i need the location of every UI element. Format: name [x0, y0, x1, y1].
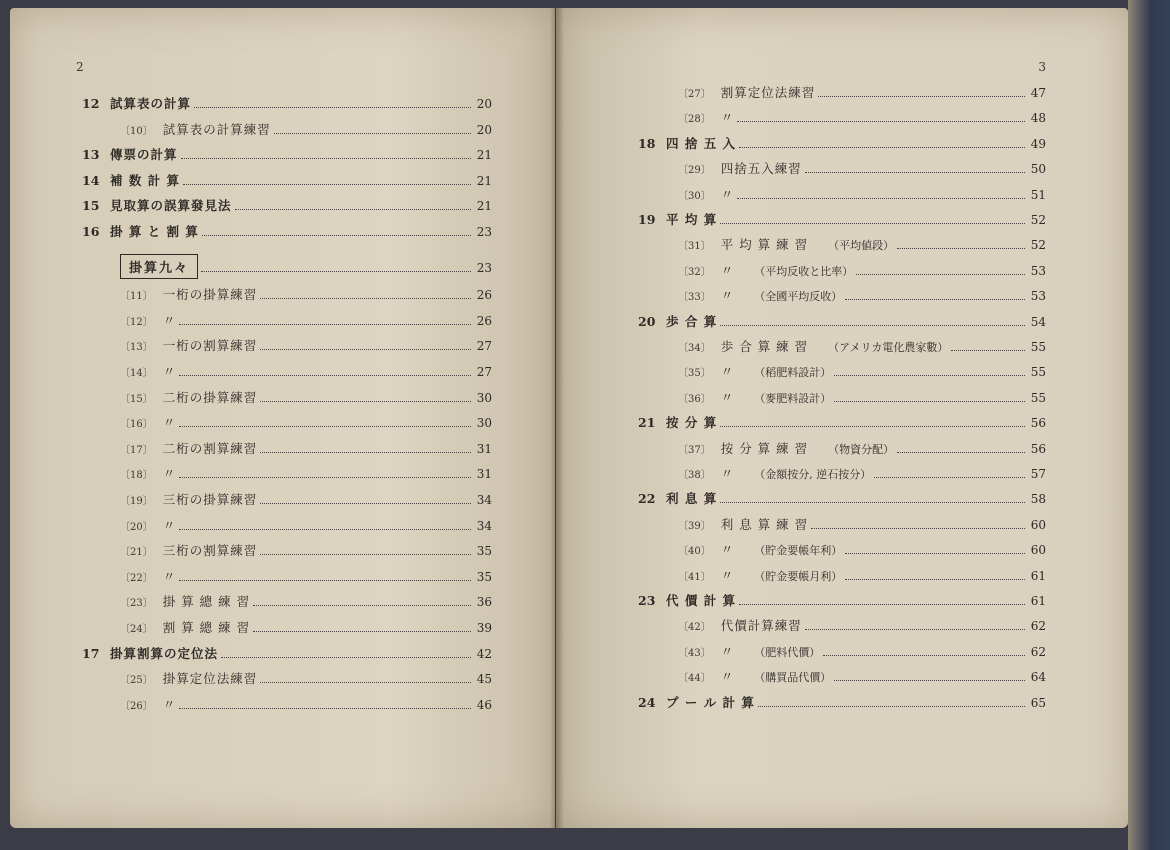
leader-dots: [202, 235, 471, 236]
section-number: 21: [638, 415, 656, 431]
page-ref: 47: [1030, 86, 1046, 100]
leader-dots: [260, 503, 471, 504]
leader-dots: [720, 325, 1025, 326]
page-ref: 57: [1030, 467, 1046, 481]
entry-note: （アメリカ電化農家數）: [828, 341, 949, 354]
page-ref: 48: [1030, 111, 1046, 126]
page-ref: 58: [1030, 492, 1046, 507]
leader-dots: [834, 401, 1025, 402]
leader-dots: [834, 375, 1025, 376]
leader-dots: [720, 426, 1025, 427]
leader-dots: [181, 158, 471, 159]
leader-dots: [179, 477, 471, 478]
toc-entry: [678, 235, 1046, 253]
page-ref: 23: [476, 225, 492, 239]
exercise-code: 〔43〕: [678, 647, 711, 659]
toc-entry: [638, 591, 1046, 609]
page-ref: 39: [476, 621, 492, 635]
toc-entry: [638, 413, 1046, 431]
exercise-code: 〔11〕: [120, 291, 153, 303]
section-number: 20: [638, 313, 656, 329]
entry-title: 二桁の掛算練習: [162, 389, 258, 405]
entry-title: 〃: [720, 643, 735, 659]
page-ref: 54: [1030, 314, 1046, 329]
boxed-heading: 掛算九々: [120, 254, 198, 279]
page-ref: 34: [476, 518, 492, 533]
toc-entry: [638, 312, 1046, 330]
page-ref: 53: [1030, 263, 1046, 278]
right-page: [556, 8, 1128, 828]
exercise-code: 〔32〕: [678, 266, 711, 278]
entry-title: 按 分 算: [666, 415, 718, 431]
leader-dots: [260, 298, 471, 299]
toc-entry: [120, 120, 492, 138]
entry-title: 〃: [720, 669, 735, 685]
exercise-code: 〔22〕: [120, 572, 153, 584]
exercise-code: 〔30〕: [678, 190, 711, 202]
section-number: 13: [82, 147, 100, 163]
toc-entry: [678, 642, 1046, 660]
leader-dots: [179, 529, 471, 530]
leader-dots: [737, 121, 1025, 122]
entry-title: 〃: [162, 415, 177, 431]
toc-entry: [120, 567, 492, 585]
entry-title: 〃: [162, 312, 177, 328]
toc-entry: [82, 171, 492, 189]
toc-entry: [678, 616, 1046, 634]
exercise-code: 〔31〕: [678, 241, 711, 253]
book-edge: [1128, 0, 1170, 850]
leader-dots: [194, 107, 471, 108]
entry-title: 四捨五入練習: [720, 161, 802, 177]
toc-entry: [638, 210, 1046, 228]
leader-dots: [758, 706, 1025, 707]
entry-title: 掛算割算の定位法: [110, 645, 219, 661]
leader-dots: [856, 274, 1025, 275]
page-ref: 26: [476, 313, 492, 328]
leader-dots: [221, 657, 471, 658]
leader-dots: [845, 299, 1025, 300]
toc-entry: [120, 336, 492, 354]
exercise-code: 〔28〕: [678, 114, 711, 126]
page-ref: 35: [476, 544, 492, 559]
exercise-code: 〔21〕: [120, 547, 153, 559]
entry-note: （稻肥料設計）: [754, 366, 832, 380]
entry-title: 〃: [162, 568, 177, 584]
entry-note: （貯金要帳月利）: [754, 569, 843, 583]
entry-note: （物資分配）: [828, 442, 895, 456]
leader-dots: [845, 579, 1025, 580]
exercise-code: 〔42〕: [678, 622, 711, 634]
entry-title: 補 数 計 算: [110, 172, 181, 188]
leader-dots: [253, 605, 471, 606]
toc-entry: [678, 185, 1046, 203]
leader-dots: [823, 655, 1025, 656]
toc-entry: [678, 439, 1046, 457]
exercise-code: 〔36〕: [678, 393, 711, 405]
entry-title: 〃: [720, 262, 735, 278]
toc-entry: [120, 695, 492, 713]
leader-dots: [737, 198, 1025, 199]
entry-title: 〃: [720, 542, 735, 558]
page-ref: 45: [476, 672, 492, 687]
toc-entry: [120, 413, 492, 431]
leader-dots: [260, 554, 471, 555]
toc-entry: [678, 159, 1046, 177]
page-ref: 53: [1030, 289, 1046, 304]
page-ref: 65: [1030, 695, 1046, 710]
entry-title: 歩 合 算 練 習: [720, 339, 809, 354]
entry-title: 〃: [720, 364, 735, 380]
page-ref: 52: [1030, 238, 1046, 253]
page-ref: 31: [476, 441, 492, 456]
page-ref: 26: [476, 288, 492, 303]
exercise-code: 〔38〕: [678, 470, 711, 481]
leader-dots: [179, 324, 471, 325]
toc-entry: [120, 618, 492, 636]
page-ref: 34: [476, 493, 492, 507]
leader-dots: [720, 502, 1025, 503]
toc-entry: [120, 439, 492, 457]
entry-title: 歩 合 算: [666, 313, 718, 329]
entry-title: 代價計算練習: [720, 618, 802, 634]
page-ref: 64: [1030, 670, 1046, 685]
entry-title: 按 分 算 練 習: [720, 440, 809, 456]
entry-title: 代 價 計 算: [666, 593, 737, 608]
toc-entry: [120, 388, 492, 406]
section-number: 18: [638, 135, 656, 151]
leader-dots: [260, 349, 471, 350]
leader-dots: [179, 375, 471, 376]
entry-title: 〃: [162, 517, 177, 533]
entry-title: 割算定位法練習: [720, 85, 816, 100]
exercise-code: 〔29〕: [678, 165, 711, 177]
exercise-code: 〔26〕: [120, 700, 153, 712]
exercise-code: 〔33〕: [678, 292, 711, 304]
page-ref: 27: [476, 365, 492, 379]
section-number: 12: [82, 96, 100, 111]
entry-title: 試算表の計算: [110, 96, 192, 111]
exercise-code: 〔34〕: [678, 343, 711, 354]
toc-entry: [678, 388, 1046, 406]
leader-dots: [739, 604, 1025, 605]
toc-entry: [678, 108, 1046, 126]
entry-title: 〃: [162, 466, 177, 482]
exercise-code: 〔18〕: [120, 470, 153, 482]
toc-entry: [120, 311, 492, 329]
entry-title: 二桁の割算練習: [162, 440, 258, 456]
toc-entry: [678, 540, 1046, 558]
leader-dots: [179, 708, 471, 709]
page-number: 2: [76, 60, 84, 74]
toc-entry: [678, 515, 1046, 533]
entry-title: 一桁の割算練習: [162, 338, 258, 354]
toc-entry: [638, 134, 1046, 152]
exercise-code: 〔27〕: [678, 89, 711, 100]
entry-note: （金額按分, 逆石按分）: [754, 468, 872, 481]
leader-dots: [260, 401, 471, 402]
entry-note: （貯金要帳年利）: [754, 544, 843, 558]
toc-entry: [638, 693, 1046, 711]
toc-entry: [82, 145, 492, 163]
entry-title: 〃: [162, 364, 177, 379]
toc-entry: [678, 362, 1046, 380]
page-number: 3: [1038, 60, 1046, 74]
entry-title: 〃: [720, 186, 735, 202]
exercise-code: 〔19〕: [120, 496, 153, 507]
entry-title: 利 息 算 練 習: [720, 516, 809, 532]
page-ref: 31: [476, 467, 492, 482]
entry-title: 傳票の計算: [110, 147, 178, 163]
exercise-code: 〔39〕: [678, 520, 711, 532]
toc-entry: [678, 337, 1046, 355]
page-ref: 30: [476, 416, 492, 431]
entry-note: （平均値段）: [828, 239, 895, 253]
entry-title: 三桁の割算練習: [162, 543, 258, 559]
leader-dots: [253, 631, 471, 632]
toc-entry: [678, 566, 1046, 584]
leader-dots: [818, 96, 1025, 97]
page-ref: 21: [476, 148, 492, 163]
toc-entry: [120, 541, 492, 559]
page-ref: 36: [476, 595, 492, 610]
leader-dots: [739, 147, 1025, 148]
toc-entry: [120, 362, 492, 380]
leader-dots: [260, 452, 471, 453]
leader-dots: [720, 223, 1025, 224]
page-ref: 61: [1030, 568, 1046, 583]
leader-dots: [897, 452, 1025, 453]
page-ref: 62: [1030, 644, 1046, 659]
section-number: 19: [638, 212, 656, 227]
exercise-code: 〔24〕: [120, 624, 153, 635]
toc-entry: [82, 222, 492, 240]
entry-title: 掛 算 と 割 算: [110, 224, 199, 239]
leader-dots: [183, 184, 471, 185]
entry-note: （肥料代價）: [754, 645, 821, 659]
entry-title: 〃: [720, 567, 735, 583]
page-ref: 51: [1030, 187, 1046, 202]
leader-dots: [179, 580, 471, 581]
toc-entry: [678, 464, 1046, 482]
section-number: 24: [638, 694, 656, 710]
toc-entry: [678, 286, 1046, 304]
page-ref: 20: [476, 122, 492, 137]
leader-dots: [260, 682, 471, 683]
exercise-code: 〔12〕: [120, 316, 153, 328]
section-number: 23: [638, 593, 656, 608]
leader-dots: [179, 426, 471, 427]
page-ref: 60: [1030, 543, 1046, 558]
toc-entry: [120, 516, 492, 534]
toc-entry: [120, 464, 492, 482]
exercise-code: 〔44〕: [678, 673, 711, 685]
entry-title: 平 均 算: [666, 212, 718, 227]
page-ref: 60: [1030, 517, 1046, 532]
toc-entry: [120, 254, 492, 279]
entry-note: （麥肥料設計）: [754, 391, 832, 405]
toc-entry: [638, 489, 1046, 507]
entry-title: 試算表の計算練習: [162, 121, 271, 137]
exercise-code: 〔40〕: [678, 546, 711, 558]
toc-entry: [120, 669, 492, 687]
toc-entry: [120, 285, 492, 303]
page-ref: 30: [476, 390, 492, 405]
leader-dots: [811, 528, 1025, 529]
exercise-code: 〔35〕: [678, 368, 711, 380]
toc-entry: [678, 667, 1046, 685]
entry-title: 〃: [720, 288, 735, 304]
section-number: 16: [82, 224, 100, 239]
exercise-code: 〔10〕: [120, 125, 153, 137]
page-ref: 55: [1030, 365, 1046, 380]
entry-note: （全國平均反收）: [754, 290, 843, 304]
section-number: 15: [82, 198, 100, 214]
section-number: 17: [82, 645, 100, 661]
page-ref: 49: [1030, 136, 1046, 151]
entry-note: （平均反收と比率）: [754, 264, 854, 278]
entry-title: 〃: [720, 466, 735, 481]
entry-title: 割 算 總 練 習: [162, 620, 251, 635]
entry-title: 〃: [720, 389, 735, 405]
toc-entry: [82, 94, 492, 112]
page-ref: 56: [1030, 416, 1046, 431]
entry-title: 利 息 算: [666, 491, 718, 507]
page-ref: 35: [476, 569, 492, 584]
book-gutter: [550, 8, 564, 828]
page-ref: 27: [476, 339, 492, 354]
page-ref: 21: [476, 173, 492, 188]
page-ref: 55: [1030, 340, 1046, 354]
entry-title: 四 捨 五 入: [666, 135, 737, 151]
exercise-code: 〔20〕: [120, 521, 153, 533]
section-number: 14: [82, 172, 100, 188]
page-ref: 23: [476, 260, 492, 275]
entry-note: （購買品代價）: [754, 671, 832, 685]
page-ref: 42: [476, 646, 492, 661]
entry-title: 一桁の掛算練習: [162, 287, 258, 303]
leader-dots: [805, 629, 1025, 630]
leader-dots: [897, 248, 1025, 249]
toc-entry: [120, 490, 492, 508]
leader-dots: [201, 271, 471, 272]
page-ref: 20: [476, 97, 492, 111]
exercise-code: 〔37〕: [678, 444, 711, 456]
exercise-code: 〔16〕: [120, 419, 153, 431]
leader-dots: [951, 350, 1025, 351]
toc-entry: [82, 196, 492, 214]
leader-dots: [834, 680, 1025, 681]
entry-title: 掛算定位法練習: [162, 671, 258, 687]
entry-title: 平 均 算 練 習: [720, 237, 809, 253]
toc-entry: [82, 644, 492, 662]
left-page: [10, 8, 555, 828]
exercise-code: 〔25〕: [120, 675, 153, 687]
page-ref: 52: [1030, 213, 1046, 227]
entry-title: プ ー ル 計 算: [666, 694, 755, 710]
page-ref: 50: [1030, 162, 1046, 177]
page-ref: 55: [1030, 390, 1046, 405]
leader-dots: [845, 553, 1025, 554]
toc-entry: [678, 83, 1046, 101]
leader-dots: [805, 172, 1025, 173]
leader-dots: [874, 477, 1025, 478]
toc-entry: [120, 592, 492, 610]
toc-entry: [678, 261, 1046, 279]
entry-title: 見取算の誤算發見法: [110, 198, 232, 214]
entry-title: 〃: [720, 110, 735, 126]
exercise-code: 〔23〕: [120, 598, 153, 610]
exercise-code: 〔15〕: [120, 393, 153, 405]
section-number: 22: [638, 491, 656, 507]
entry-title: 三桁の掛算練習: [162, 492, 258, 507]
exercise-code: 〔17〕: [120, 444, 153, 456]
exercise-code: 〔41〕: [678, 571, 711, 583]
page-ref: 56: [1030, 441, 1046, 456]
entry-title: 〃: [162, 696, 177, 712]
leader-dots: [274, 133, 471, 134]
page-ref: 61: [1030, 594, 1046, 608]
page-ref: 62: [1030, 619, 1046, 634]
exercise-code: 〔13〕: [120, 342, 153, 354]
leader-dots: [235, 209, 471, 210]
page-ref: 21: [476, 199, 492, 214]
page-ref: 46: [476, 697, 492, 712]
exercise-code: 〔14〕: [120, 368, 153, 379]
entry-title: 掛 算 總 練 習: [162, 594, 251, 610]
